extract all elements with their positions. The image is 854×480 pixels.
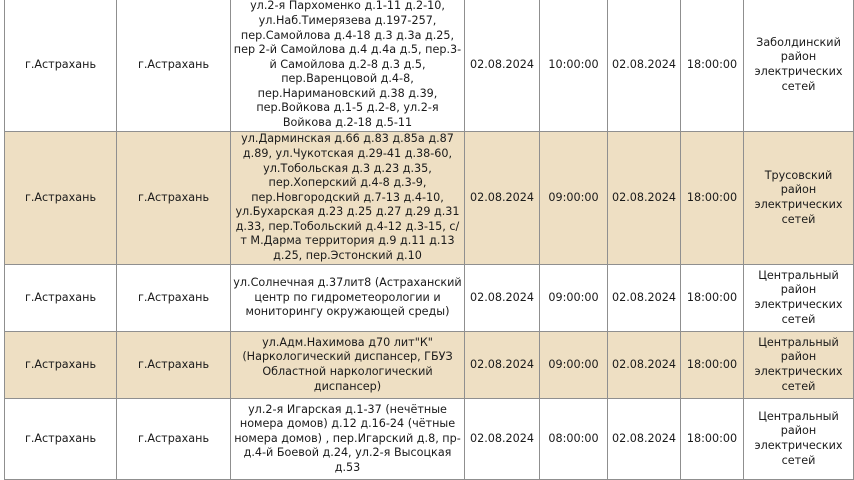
table-row xyxy=(5,332,854,399)
start-time-cell: 09:00:00 xyxy=(540,265,608,332)
address-cell: ул.Солнечная д.37лит8 (Астраханский центр по гидрометеорологии и мониторингу окружающей среды) xyxy=(231,265,465,332)
start-time-cell: 10:00:00 xyxy=(540,0,608,132)
district-cell: Центральный район электрических сетей xyxy=(744,265,854,332)
start-date-cell: 02.08.2024 xyxy=(465,0,540,132)
settlement-cell: г.Астрахань xyxy=(117,0,231,132)
start-date-cell: 02.08.2024 xyxy=(465,132,540,265)
address-cell: ул.Дарминская д.66 д.83 д.85а д.87 д.89, ул.Чукотская д.29-41 д.38-60, ул.Тобольская д.3 д.23 д.35, пер.Хоперский д.4-8 д.3-9, пер.Новгородский д.7-13 д.4-10, ул.Бухарская д.23 д.25 д.27 д.29 д.31 д.33, пер.Тобольский д.4-12 д.3-15, с/т М.Дарма территория д.9 д.11 д.13 д.25, пер.Эстонский д.10 xyxy=(231,132,465,265)
settlement-cell: г.Астрахань xyxy=(117,399,231,480)
table-row xyxy=(5,132,854,265)
start-time-cell: 09:00:00 xyxy=(540,332,608,399)
settlement-cell: г.Астрахань xyxy=(117,265,231,332)
start-date-cell: 02.08.2024 xyxy=(465,332,540,399)
start-date-cell: 02.08.2024 xyxy=(465,265,540,332)
start-time-cell: 09:00:00 xyxy=(540,132,608,265)
city-cell: г.Астрахань xyxy=(5,265,117,332)
end-date-cell: 02.08.2024 xyxy=(608,0,681,132)
settlement-cell: г.Астрахань xyxy=(117,132,231,265)
end-time-cell: 18:00:00 xyxy=(681,265,744,332)
end-time-cell: 18:00:00 xyxy=(681,399,744,480)
end-time-cell: 18:00:00 xyxy=(681,332,744,399)
end-date-cell: 02.08.2024 xyxy=(608,332,681,399)
outage-schedule-table xyxy=(4,0,854,480)
start-time-cell: 08:00:00 xyxy=(540,399,608,480)
end-date-cell: 02.08.2024 xyxy=(608,132,681,265)
city-cell: г.Астрахань xyxy=(5,0,117,132)
end-time-cell: 18:00:00 xyxy=(681,132,744,265)
district-cell: Центральный район электрических сетей xyxy=(744,332,854,399)
table-row xyxy=(5,0,854,132)
settlement-cell: г.Астрахань xyxy=(117,332,231,399)
city-cell: г.Астрахань xyxy=(5,399,117,480)
start-date-cell: 02.08.2024 xyxy=(465,399,540,480)
district-cell: Центральный район электрических сетей xyxy=(744,399,854,480)
district-cell: Трусовский район электрических сетей xyxy=(744,132,854,265)
address-cell: ул.Адм.Нахимова д70 лит"К" (Наркологический диспансер, ГБУЗ Областной наркологический диспансер) xyxy=(231,332,465,399)
address-cell: ул.2-я Пархоменко д.1-11 д.2-10, ул.Наб.Тимерязева д.197-257, пер.Самойлова д.4-18 д.3 д.3а д.25, пер 2-й Самойлова д.4 д.4а д.5, пер.3-й Самойлова д.2-8 д.3 д.5, пер.Варенцовой д.4-8, пер.Наримановский д.38 д.39, пер.Войкова д.1-5 д.2-8, ул.2-я Войкова д.2-18 д.5-11 xyxy=(231,0,465,132)
end-date-cell: 02.08.2024 xyxy=(608,399,681,480)
table-row xyxy=(5,265,854,332)
table-row xyxy=(5,399,854,480)
city-cell: г.Астрахань xyxy=(5,332,117,399)
district-cell: Заболдинский район электрических сетей xyxy=(744,0,854,132)
end-date-cell: 02.08.2024 xyxy=(608,265,681,332)
city-cell: г.Астрахань xyxy=(5,132,117,265)
address-cell: ул.2-я Игарская д.1-37 (нечётные номера домов) д.12 д.16-24 (чётные номера домов) , пер.Игарский д.8, пр-д.4-й Боевой д.24, ул.2-я Высоцкая д.53 xyxy=(231,399,465,480)
end-time-cell: 18:00:00 xyxy=(681,0,744,132)
